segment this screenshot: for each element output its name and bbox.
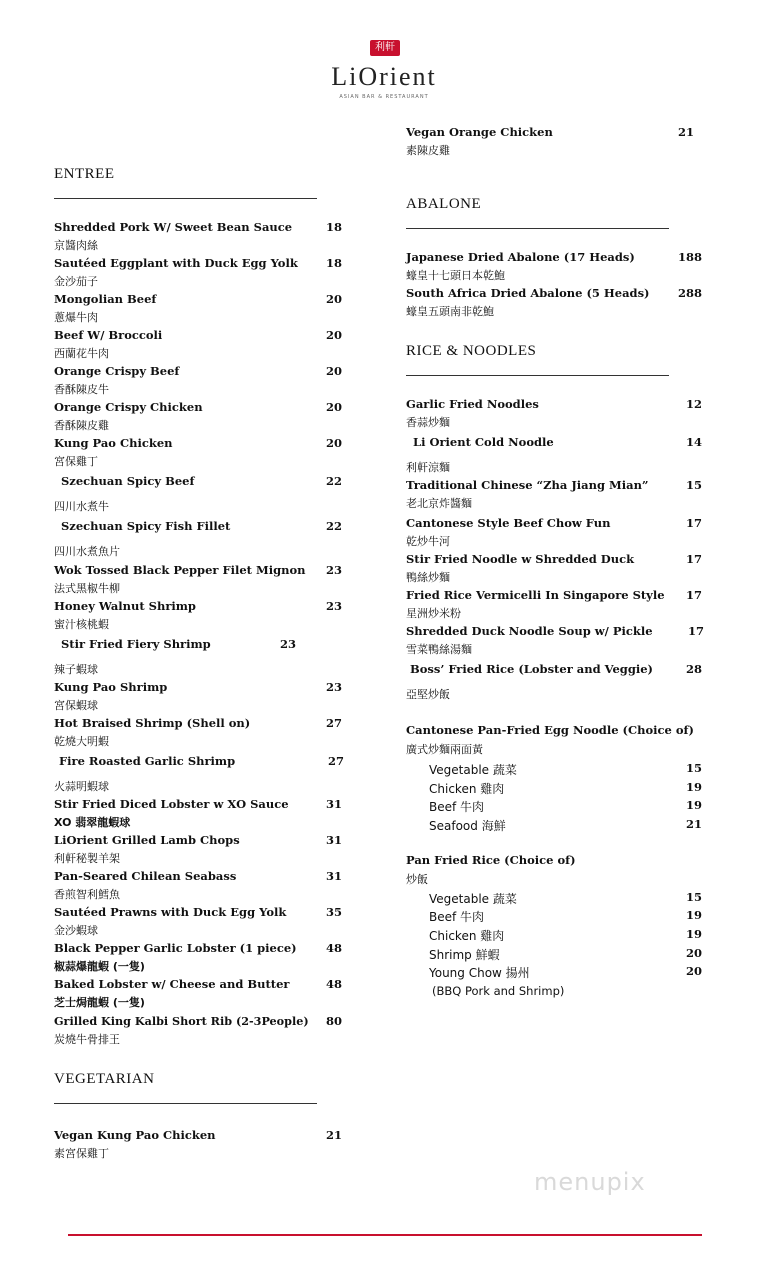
choice-option: Vegetable 蔬菜 <box>429 763 517 777</box>
menu-item-price: 31 <box>326 869 343 883</box>
menu-item-chinese: 法式黑椒牛柳 <box>54 582 120 595</box>
menu-item-price: 80 <box>326 1014 343 1028</box>
menu-item-chinese: 香蒜炒麵 <box>406 416 450 429</box>
choice-price: 15 <box>686 890 703 904</box>
choice-option: Young Chow 揚州 <box>429 966 530 980</box>
choice-note: (BBQ Pork and Shrimp) <box>432 984 565 998</box>
menu-item-chinese: 四川水煮牛 <box>54 500 109 513</box>
section-title-vegetarian: VEGETARIAN <box>54 1071 155 1087</box>
choice-option: Beef 牛肉 <box>429 800 485 814</box>
menu-item-chinese: 蠔皇十七頭日本乾鮑 <box>406 269 505 282</box>
menu-item-price: 23 <box>326 599 343 613</box>
menu-item-chinese: XO 翡翠龍蝦球 <box>54 816 131 829</box>
menu-item-price: 31 <box>326 797 343 811</box>
menu-item-name: Black Pepper Garlic Lobster (1 piece) <box>54 941 297 955</box>
menu-item-price: 22 <box>326 519 343 533</box>
menu-item-name: Beef W/ Broccoli <box>54 328 163 342</box>
choice-option: Chicken 雞肉 <box>429 929 505 943</box>
menu-item-name: Orange Crispy Beef <box>54 364 180 378</box>
choice-price: 15 <box>686 761 703 775</box>
menu-item-name: Szechuan Spicy Beef <box>61 474 195 488</box>
menu-item-chinese: 蔥爆牛肉 <box>54 311 98 324</box>
divider <box>406 375 669 376</box>
menu-item-chinese: 乾炒牛河 <box>406 535 450 548</box>
menu-item-chinese: 鴨絲炒麵 <box>406 571 450 584</box>
menu-item-name: Shredded Duck Noodle Soup w/ Pickle <box>406 624 653 638</box>
menu-item-chinese: 利軒秘製羊架 <box>54 852 120 865</box>
menu-item-chinese: 香煎智利鱈魚 <box>54 888 120 901</box>
choice-price: 20 <box>686 964 703 978</box>
menu-item-name: Japanese Dried Abalone (17 Heads) <box>406 250 635 264</box>
menu-item-price: 20 <box>326 292 343 306</box>
menu-item-price: 288 <box>678 286 703 300</box>
choice-title: Pan Fried Rice (Choice of) <box>406 853 576 867</box>
menu-item-chinese: 宮保蝦球 <box>54 699 98 712</box>
menu-item-chinese: 火蒜明蝦球 <box>54 780 109 793</box>
menu-item-name: Fried Rice Vermicelli In Singapore Style <box>406 588 665 602</box>
choice-title-chinese: 廣式炒麵兩面黃 <box>406 743 483 756</box>
menu-item-price: 17 <box>688 624 705 638</box>
menu-item-name: Cantonese Style Beef Chow Fun <box>406 516 611 530</box>
menu-item-name: Hot Braised Shrimp (Shell on) <box>54 716 251 730</box>
menu-item-chinese: 四川水煮魚片 <box>54 545 120 558</box>
menu-item-name: Garlic Fried Noodles <box>406 397 539 411</box>
menu-item-price: 27 <box>328 754 345 768</box>
choice-price: 20 <box>686 946 703 960</box>
menu-item-name: Vegan Orange Chicken <box>406 125 553 139</box>
menu-item-price: 28 <box>686 662 703 676</box>
choice-price: 19 <box>686 780 703 794</box>
menu-item-price: 23 <box>326 563 343 577</box>
menu-item-name: Honey Walnut Shrimp <box>54 599 196 613</box>
menu-item-name: Kung Pao Chicken <box>54 436 173 450</box>
logo-brand-name: LiOrient <box>331 62 437 91</box>
menu-item-price: 17 <box>686 588 703 602</box>
divider <box>54 198 317 199</box>
menu-item-chinese: 素宮保雞丁 <box>54 1147 109 1160</box>
menu-item-chinese: 金沙茄子 <box>54 275 98 288</box>
menu-item-chinese: 西蘭花牛肉 <box>54 347 109 360</box>
menu-item-name: Traditional Chinese “Zha Jiang Mian” <box>406 478 649 492</box>
menu-item-chinese: 椒蒜爆龍蝦 (一隻) <box>54 960 145 973</box>
menu-item-price: 20 <box>326 364 343 378</box>
menu-item-name: Boss’ Fried Rice (Lobster and Veggie) <box>410 662 653 676</box>
section-title-entree: ENTREE <box>54 166 115 182</box>
menu-item-chinese: 芝士焗龍蝦 (一隻) <box>54 996 145 1009</box>
menu-item-chinese: 雪菜鴨絲湯麵 <box>406 643 472 656</box>
menu-item-name: Kung Pao Shrimp <box>54 680 168 694</box>
menu-item-chinese: 蠔皇五頭南非乾鮑 <box>406 305 494 318</box>
menu-item-name: Pan-Seared Chilean Seabass <box>54 869 237 883</box>
choice-price: 19 <box>686 927 703 941</box>
choice-title-chinese: 炒飯 <box>406 873 428 886</box>
menu-item-name: Stir Fried Fiery Shrimp <box>61 637 211 651</box>
section-title-abalone: ABALONE <box>406 196 482 212</box>
section-title-rice-noodles: RICE & NOODLES <box>406 343 537 359</box>
menu-item-chinese: 金沙蝦球 <box>54 924 98 937</box>
menu-item-chinese: 星洲炒米粉 <box>406 607 461 620</box>
choice-option: Seafood 海鮮 <box>429 819 506 833</box>
menu-item-name: Wok Tossed Black Pepper Filet Mignon <box>54 563 306 577</box>
menu-item-price: 14 <box>686 435 703 449</box>
menu-item-price: 27 <box>326 716 343 730</box>
menu-item-price: 21 <box>678 125 695 139</box>
menu-item-name: Stir Fried Diced Lobster w XO Sauce <box>54 797 289 811</box>
menu-item-price: 18 <box>326 220 343 234</box>
menu-item-chinese: 辣子蝦球 <box>54 663 98 676</box>
menu-item-chinese: 京醬肉絲 <box>54 239 98 252</box>
menu-item-name: Orange Crispy Chicken <box>54 400 203 414</box>
menu-item-price: 20 <box>326 328 343 342</box>
menu-item-name: Fire Roasted Garlic Shrimp <box>59 754 236 768</box>
menu-item-name: Vegan Kung Pao Chicken <box>54 1128 216 1142</box>
menu-item-name: Stir Fried Noodle w Shredded Duck <box>406 552 635 566</box>
menu-item-name: Sautéed Eggplant with Duck Egg Yolk <box>54 256 298 270</box>
menu-item-name: Grilled King Kalbi Short Rib (2-3People) <box>54 1014 309 1028</box>
menu-item-name: LiOrient Grilled Lamb Chops <box>54 833 240 847</box>
menu-item-chinese: 亞堅炒飯 <box>406 688 450 701</box>
menu-item-price: 35 <box>326 905 343 919</box>
menu-item-chinese: 香酥陳皮牛 <box>54 383 109 396</box>
menu-item-price: 20 <box>326 436 343 450</box>
menu-item-price: 48 <box>326 941 343 955</box>
menu-item-price: 20 <box>326 400 343 414</box>
logo-tagline: ASIAN BAR & RESTAURANT <box>339 94 429 100</box>
menu-item-price: 17 <box>686 516 703 530</box>
divider <box>406 228 669 229</box>
menu-item-price: 15 <box>686 478 703 492</box>
choice-price: 19 <box>686 908 703 922</box>
menu-item-price: 12 <box>686 397 703 411</box>
menu-item-price: 21 <box>326 1128 343 1142</box>
menu-item-name: Szechuan Spicy Fish Fillet <box>61 519 231 533</box>
choice-option: Vegetable 蔬菜 <box>429 892 517 906</box>
menu-item-chinese: 素陳皮雞 <box>406 144 450 157</box>
menu-item-price: 31 <box>326 833 343 847</box>
menu-item-chinese: 香酥陳皮雞 <box>54 419 109 432</box>
menu-item-name: Baked Lobster w/ Cheese and Butter <box>54 977 290 991</box>
choice-title: Cantonese Pan-Fried Egg Noodle (Choice of) <box>406 723 694 737</box>
choice-price: 21 <box>686 817 703 831</box>
menu-item-name: Li Orient Cold Noodle <box>413 435 554 449</box>
menu-item-chinese: 利軒涼麵 <box>406 461 450 474</box>
menu-item-price: 17 <box>686 552 703 566</box>
menu-item-price: 23 <box>280 637 297 651</box>
menu-item-price: 23 <box>326 680 343 694</box>
menu-item-name: South Africa Dried Abalone (5 Heads) <box>406 286 650 300</box>
menu-item-chinese: 乾燒大明蝦 <box>54 735 109 748</box>
watermark: menupix <box>534 1168 646 1196</box>
choice-option: Beef 牛肉 <box>429 910 485 924</box>
menu-item-chinese: 蜜汁核桃蝦 <box>54 618 109 631</box>
choice-option: Shrimp 鮮蝦 <box>429 948 500 962</box>
menu-item-price: 188 <box>678 250 703 264</box>
menu-item-chinese: 炭燒牛骨排王 <box>54 1033 120 1046</box>
menu-item-chinese: 老北京炸醬麵 <box>406 497 472 510</box>
choice-option: Chicken 雞肉 <box>429 782 505 796</box>
logo-stamp: 利軒 <box>370 40 400 56</box>
divider <box>54 1103 317 1104</box>
menu-item-price: 48 <box>326 977 343 991</box>
menu-item-chinese: 宮保雞丁 <box>54 455 98 468</box>
menu-item-price: 22 <box>326 474 343 488</box>
menu-item-name: Mongolian Beef <box>54 292 157 306</box>
choice-price: 19 <box>686 798 703 812</box>
menu-item-name: Shredded Pork W/ Sweet Bean Sauce <box>54 220 293 234</box>
menu-item-price: 18 <box>326 256 343 270</box>
menu-item-name: Sautéed Prawns with Duck Egg Yolk <box>54 905 287 919</box>
bottom-red-rule <box>68 1234 702 1236</box>
